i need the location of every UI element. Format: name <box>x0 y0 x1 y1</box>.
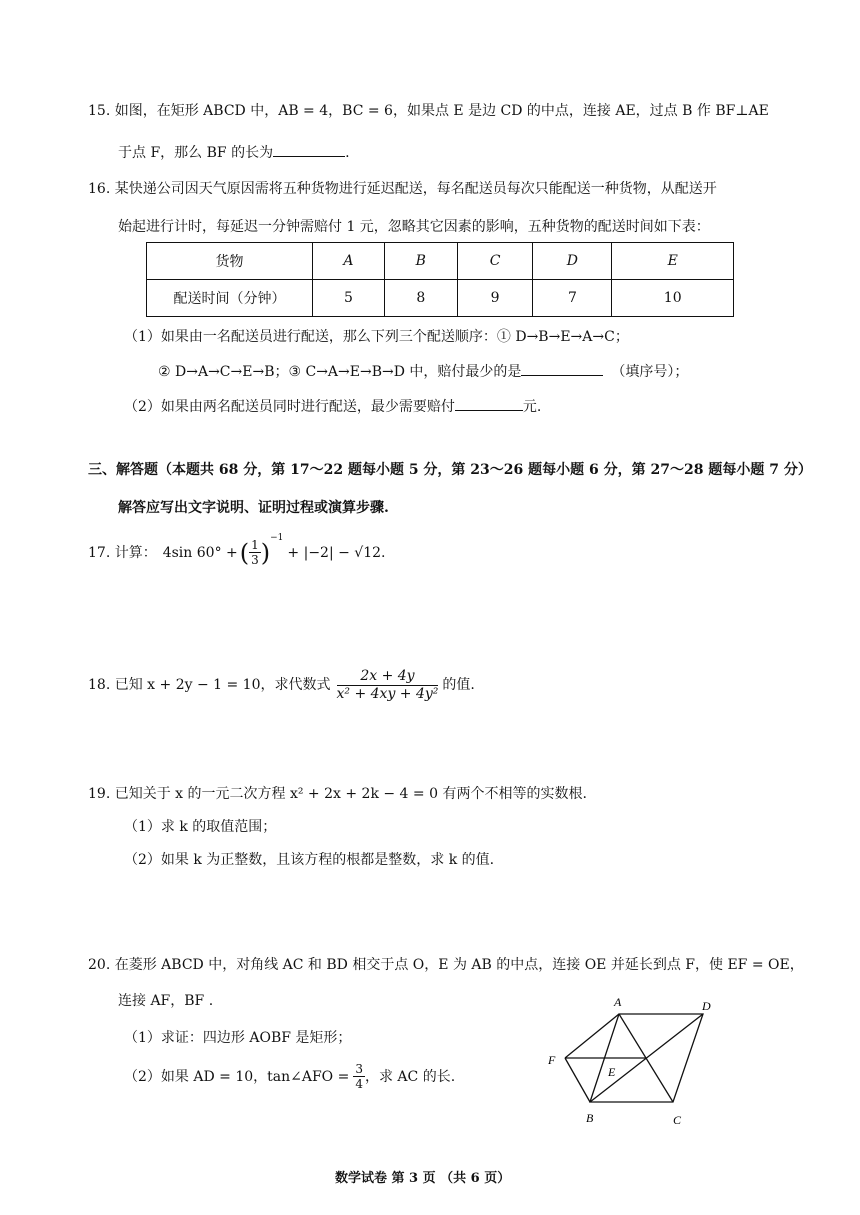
q18-label: 18. 已知 x + 2y − 1 = 10，求代数式 <box>88 677 331 694</box>
table-header-goods: 货物 <box>147 243 313 280</box>
segment-af <box>565 1014 619 1058</box>
section3-title: 三、解答题（本题共 68 分，第 17～22 题每小题 5 分，第 23～26 题每小题 6 分，第 27～28 题每小题 7 分） <box>88 462 812 478</box>
q18-frac-num: 2x + 4y <box>337 668 439 686</box>
table-cell-good: D <box>533 243 612 280</box>
label-e: E <box>608 1065 616 1079</box>
q20-line2: 连接 AF，BF . <box>118 993 214 1009</box>
q18-label-end: 的值. <box>442 677 475 694</box>
q15-answer-blank <box>273 144 345 157</box>
q17-fraction <box>249 538 261 568</box>
table-cell-time: 8 <box>384 280 457 317</box>
q17-frac-num: 1 <box>251 538 259 552</box>
q15-line2 <box>118 144 350 160</box>
q19-sub2: （2）如果 k 为正整数，且该方程的根都是整数，求 k 的值. <box>124 852 495 868</box>
table-header-time: 配送时间（分钟） <box>147 280 313 317</box>
q16-sub1-line2 <box>158 363 688 379</box>
q18 <box>88 668 475 703</box>
q17-exponent: −1 <box>270 533 284 544</box>
q16-sub2-end: 元. <box>522 399 542 415</box>
q20-fraction <box>353 1062 365 1092</box>
q16-sub1-line2-text: ② D→A→C→E→B；③ C→A→E→B→D 中，赔付最少的是 <box>158 364 522 380</box>
q20-rhombus-figure <box>540 992 730 1132</box>
q19-line1: 19. 已知关于 x 的一元二次方程 x² + 2x + 2k − 4 = 0 有两个不相等的实数根. <box>88 786 587 802</box>
q16-sub2-answer-blank <box>455 398 523 411</box>
q20-frac-den: 4 <box>355 1077 363 1092</box>
q20-line1: 20. 在菱形 ABCD 中，对角线 AC 和 BD 相交于点 O，E 为 AB 的中点，连接 OE 并延长到点 F，使 EF = OE， <box>88 957 804 973</box>
table-cell-good: E <box>612 243 734 280</box>
q19-sub1: （1）求 k 的取值范围； <box>124 819 277 835</box>
q17-paren-close: ) <box>260 538 271 567</box>
q20-sub2-end: ，求 AC 的长. <box>364 1068 456 1085</box>
q17-frac-den: 3 <box>251 553 259 568</box>
table-cell-time: 10 <box>612 280 734 317</box>
segment-bf <box>565 1058 590 1102</box>
q17-expr-b: + |−2| − √12. <box>287 544 386 561</box>
q20-frac-num: 3 <box>355 1062 363 1076</box>
q15-line1: 15. 如图，在矩形 ABCD 中，AB = 4，BC = 6，如果点 E 是边 CD 的中点，连接 AE，过点 B 作 BF⊥AE <box>88 103 769 119</box>
q16-delivery-table <box>146 242 734 317</box>
q18-fraction <box>337 668 439 703</box>
q16-line1: 16. 某快递公司因天气原因需将五种货物进行延迟配送，每名配送员每次只能配送一种货物，从配送开 <box>88 181 717 197</box>
q16-sub2 <box>124 398 541 414</box>
q20-sub1: （1）求证：四边形 AOBF 是矩形； <box>124 1030 352 1046</box>
label-a: A <box>614 995 622 1009</box>
q16-sub2-text: （2）如果由两名配送员同时进行配送，最少需要赔付 <box>124 399 455 415</box>
q18-frac-den: x² + 4xy + 4y² <box>336 685 439 702</box>
section3-note: 解答应写出文字说明、证明过程或演算步骤. <box>118 500 389 516</box>
q16-sub1-line2-end: （填序号）； <box>611 364 689 380</box>
q17-label: 17. 计算： <box>88 544 157 561</box>
q20-sub2 <box>124 1062 455 1092</box>
q15-line2-text: 于点 F，那么 BF 的长为 <box>118 145 274 161</box>
page-footer: 数学试卷 第 3 页 （共 6 页） <box>335 1171 511 1186</box>
table-cell-good: B <box>384 243 457 280</box>
label-c: C <box>673 1113 682 1127</box>
table-cell-time: 5 <box>313 280 385 317</box>
label-f: F <box>548 1053 556 1067</box>
q17-paren-open: ( <box>239 538 250 567</box>
table-row-goods <box>147 243 734 280</box>
table-cell-good: C <box>457 243 533 280</box>
q16-sub1-answer-blank <box>521 363 603 376</box>
q17 <box>88 533 386 568</box>
q16-sub1-line1: （1）如果由一名配送员进行配送，那么下列三个配送顺序：① D→B→E→A→C； <box>124 329 629 345</box>
label-d: D <box>702 999 711 1013</box>
q17-expr-a: 4sin 60° + <box>162 544 238 561</box>
q16-line2: 始起进行计时，每延迟一分钟需赔付 1 元，忽略其它因素的影响，五种货物的配送时间如下表： <box>118 219 710 235</box>
q20-sub2-text: （2）如果 AD = 10，tan∠AFO = <box>124 1068 350 1085</box>
table-cell-good: A <box>313 243 385 280</box>
table-cell-time: 9 <box>457 280 533 317</box>
table-row-times <box>147 280 734 317</box>
q15-line2-end: . <box>345 145 350 161</box>
table-cell-time: 7 <box>533 280 612 317</box>
label-b: B <box>586 1111 594 1125</box>
